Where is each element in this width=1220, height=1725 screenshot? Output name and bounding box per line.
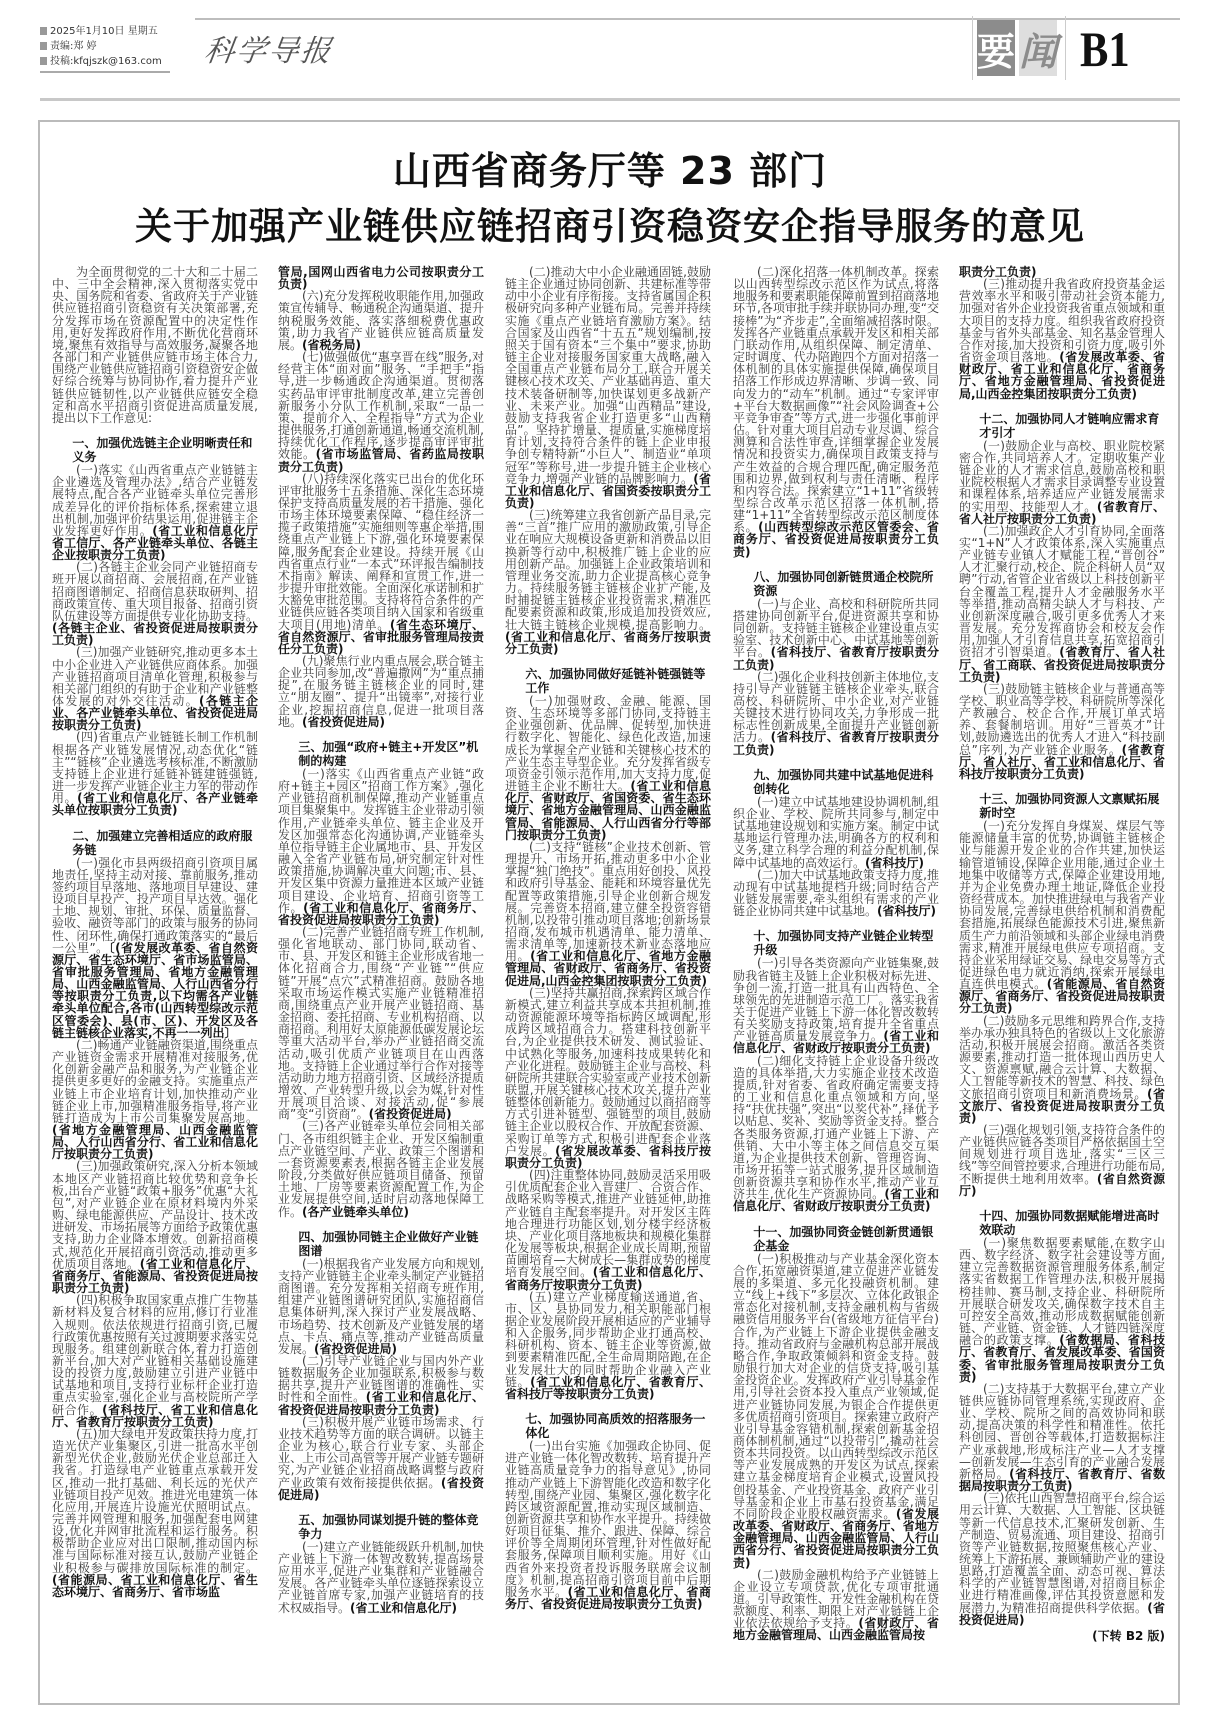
paragraph-text: (一)积极推动与产业基金深化资本合作,拓宽融资渠道,建立促进产业链发展的多渠道、多元化投融资机制。建立“线上+线下”多层次、立体化政银企常态化对接机制,支持金融机构与省级融资信用服务平台(省级地方征信平台)合作,为产业链上下游企业提供金融支持。推动省政府与金融机构总部开展战略合作,争取政策倾斜和资金支持。鼓励银行加大对企业的信贷支持,吸引基金投资企业。发挥政府产业引导基金作用,引导社会资本投入重点产业领域,促进产业链协同发展,为银企合作提供更多优质招商引资项目。探索建立政府产业引导基金容错机制,探索创新基金招商体制机制,通过“以投带引”,撬动社会资本共同投资。以山西转型综改示范区等产业发展成熟的开发区为试点,探索建立基金梯度培育企业模式,设置风投创投基金、产业投资基金、政府产业引导基金和企业上市基石投资基金,满足不同阶段企业股权融资需求。 xyxy=(733,1251,939,1521)
paragraph-text: (二)引导产业链企业与国内外产业链数据服务企业加强联系,积极参与数据共享,提升产业链图谱的准确性、实时性和全面性。 xyxy=(278,1353,484,1405)
paragraph xyxy=(959,1383,1165,1492)
paragraph-text: (二)推动大中小企业融通固链,鼓励链主企业通过协同创新、共建标准等带动中小企业有序衔接。支持省属国企积极研究向多种产业链布局。完善并持续实施《重点产业链培育激励方案》。结合国家及山西省“十五五”规划编制,按照关于国有资本“三个集中”要求,协助链主企业对接服务国家重大战略,融入全国重点产业链布局分工,联合开展关键核心技术攻关、产业基础再造、重大技术装备研制等,加快谋划更多战新产业、未来产业。加强“山西精品”建设,鼓励支持我省企业打造更多“山西精品”。坚持扩增量、提质量,实施梯度培育计划,支持符合条件的链上企业申报争创专精特新“小巨人”、制造业“单项冠军”等称号,进一步提升链主企业核心竞争力,增强产业链的品牌影响力。 xyxy=(505,265,711,486)
responsible-departments: (省能源局、省工业和信息化厅、省生态环境厅、省商务厅、省市场监 xyxy=(52,1572,258,1599)
paragraph-text: (二)加大中试基地政策支持力度,推动现有中试基地提档升级;同时结合产业链发展需要,牵头组织有需求的产业链企业协同共建中试基地。 xyxy=(733,867,939,919)
paragraph-text: (二)加强政企人才引育协同,全面落实“1+N”人才政策体系,深入实施重点产业链专业镇人才赋能工程,“晋创谷” 人才汇聚行动,校企、院企科研人员“双聘”行动,省管企业省级以上科技创新平台全覆盖工程,提升人才金融服务水平等举措,推动高精尖缺人才与科技、产业创新深度融合,吸引更多优秀人才来晋发展。充分发挥商协会和校友会作用,加强人才引育信息共享,拓宽招商引资招才引智渠道。 xyxy=(959,523,1165,660)
paragraph xyxy=(52,1294,258,1428)
submission-email xyxy=(40,54,170,69)
paragraph xyxy=(959,683,1165,780)
paragraph xyxy=(278,351,484,473)
masthead-info xyxy=(40,24,170,73)
paragraph-text: (二)细化支持链上企业设备升级改造的具体举措,大力实施企业技术改造提质,针对省委、省政府确定需要支持的工业和信息化重点领域和方向,坚持“扶优扶强”,突出“以奖代补”,择优予以贴息、奖补、奖励等资金支持。整合各类服务资源,打通产业链上下游、产供销、大中小等主体之间信息交互渠道,为企业提供技术创新、管理咨询、市场开拓等一站式服务,提升区域制造创新资源共享和协作水平,推动产业互济共生,优化生产资源协同。 xyxy=(733,1053,939,1202)
responsible-departments: (省教育厅、省人社厅按职责分工负责) xyxy=(959,499,1165,526)
responsible-departments: (省能源局、省自然资源厅、省商务厅、省投资促进局按职责分工负责) xyxy=(959,977,1165,1016)
responsible-departments: (省教育厅、省人社厅、省工业和信息化厅、省科技厅按职责分工负责) xyxy=(959,742,1165,781)
paragraph xyxy=(52,857,258,1039)
paragraph xyxy=(52,1039,258,1161)
paragraph-text: (一)聚焦数据要素赋能,在数字山西、数字经济、数字社会建设等方面,建立完善数据资源管理服务体系,制定落实省数据工作管理办法,积极开展揭榜挂帅、赛马制,支持企业、科研院所开展联合研发攻关,确保数字技术自主可控安全高效,推动形成数据赋能创新链、产业链、资金链、人才链四链深度融合的政策支撑。 xyxy=(959,1235,1165,1348)
editor-text: 责编:郑 婷 xyxy=(50,41,97,52)
responsible-departments: 〔(省发展改革委、省自然资源厅、省生态环境厅、省市场监管局、省审批服务管理局、省地方金融管理局、山西金融监管局、人行山西省分行等按职责分工负责,以下均需各产业链牵头单位配合,各市(山西转型综改示范区管委会)、县(市、区)、开发区及各链主链核企业落实,不再一一列出〕 xyxy=(52,940,258,1040)
paragraph-text: (一)出台实施《加强政企协同、促进产业链一体化智改数转、培育提升产业链高质量竞争力的指导意见》,协同推动产业链上下游智能化改造和数字化转型,围绕产业园、集聚区,强化数字化跨区域资源配置,推动实现区域制造、创新资源共享和协作水平提升。持续做好项目征集、推介、跟进、保障、综合评价等全周期闭环管理,针对性做好配套服务,保障项目顺利实施。用好《山西省外来投资者投诉服务联席会议制度》机制,提高招商引资项目前中后期服务水平。 xyxy=(505,1439,711,1599)
responsible-departments: (省工业和信息化厅、省财政厅按职责分工负责) xyxy=(733,1029,939,1056)
paragraph xyxy=(505,695,711,841)
paragraph-text: (三)加强政策研究,深入分析本领域本地区产业链招商比较优势和竞争长板,出台产业链“政策+服务”优惠“大礼包”,对产业链企业在原材料境内外采购、绿电能源供应、产品设计、技术改进研发、市场拓展等方面给予政策优惠支持,助力企业降本增效。创新招商模式,规范化开展招商引资活动,推动更多优质项目落地。 xyxy=(52,1159,258,1271)
responsible-departments: (省工业和信息化厅、省财政厅、省国资委、省生态环境厅、省地方金融管理局、山西金融监管局、省能源局、人行山西省分行等部门按职责分工负责) xyxy=(505,779,711,842)
responsible-departments: (省投资促进局) xyxy=(959,1600,1165,1627)
paragraph xyxy=(733,1569,939,1642)
paragraph-text: (八)持续深化落实已出台的优化环评审批服务十五条措施、深化生态环境保护支持高质量发展的若干措施、强化市场主体环境要素保障、“稳住经济一揽子政策措施”实施细则等惠企举措,围绕重点产业链上下游,强化环境要素保障,服务配套企业建设。持续开展《山西省重点行业“一本式”环评报告编制技术指南》解读、阐释和宣贯工作,进一步提升审批效能。全面深化承诺制和扩大豁免审批范围。支持将符合条件的产业链供应链各类项目纳入国家和省级重大项目(用地)清单。 xyxy=(278,471,484,632)
paragraph-text: (三)各产业链牵头单位会同相关部门、各市组织链主企业、开发区编制重点产业链空间、产业、政策三个图谱和一套资源要素表,根据各链主企业发展阶段,分类做好供应链项目储备、预留土地、厂房等要素资源配置工作,为企业发展提供空间,适时启动落地保障工作。 xyxy=(278,1119,484,1219)
paragraph-text: (一)充分发挥自身煤炭、煤层气等能源储量丰富的优势,协调链主链核企业与能源开发企业的合作共建,加快运输管道铺设,保障企业用能,通过企业土地集中收储等方式,保障企业建设用地,并为企业免费办理土地证,降低企业投资经营成本。加快推进绿电与我省产业协同发展,完善绿电供给机制和消费配套措施,拓展绿色能源技术引进,聚焦新质生产力前沿领域和头部企业绿电消费需求,精准开展绿电供应专项招商。支持企业采用绿证交易、绿电交易等方式促进绿色电力就近消纳,探索开展绿电直连供电模式。 xyxy=(959,819,1165,992)
paragraph xyxy=(959,1124,1165,1197)
paragraph xyxy=(278,1416,484,1501)
responsible-departments: (省工业和信息化厅、省财政厅按职责分工负责) xyxy=(733,1187,939,1214)
responsible-departments: (各链主企业、各产业链牵头单位、省投资促进局按职责分工负责) xyxy=(52,694,258,733)
paragraph-text: (一)根据我省产业发展方向和规划,支持产业链链主企业牵头制定产业链招商图谱。充分发挥相关招商专班作用,组建产业链图谱研究团队,实施招商信息集体研判,深入探讨产业发展战略、市场趋势、技术创新及产业链发展的堵点、卡点、痛点等,推动产业链高质量发展。 xyxy=(278,1256,484,1356)
paragraph-text: (五)建立产业梯度输送通道,省、市、区、县协同发力,相关职能部门根据企业发展阶段开展相适应的产业辅导和入企服务,同步帮助企业打通高校、科研机构、资本、链主企业等资源,做到要素精准匹配,全生命周期陪跑,在企业发展壮大的同时帮助企业融入产业链。 xyxy=(505,1289,711,1389)
paragraph xyxy=(505,987,711,1169)
paragraph-text: (二)深化招落一体机制改革。探索以山西转型综改示范区作为试点,将落地服务和要素职能保障前置到招商落地环节,各项审批手续并联协同办理,变“交接棒”为“齐步走”,全面缩减招落时限。发挥各产业链重点承载开发区和相关部门联动作用,从组织保障、制定清单、定时调度、代办陪跑四个方面对招落一体机制的具体实施提供保障,确保项目招落工作形成边界清晰、步调一致、同向发力的“动车”机制。通过“专家评审+平台大数据画像”“社会风险调查+公平竞争审查”等方式,进一步强化事前评估。针对重大项目启动专业尽调、综合测算和合法性审查,详细掌握企业发展情况和投资实力,确保项目政策支持与产生效益的合规合理匹配,确定服务范围和边界,做到权利与责任清晰、程序和内容合法。探索建立“1+11”省级转型综合改革示范区招落一体机制,搭建“1+11”全省转型综改示范区制度体系。 xyxy=(733,265,939,535)
paragraph-text: (二)鼓励多元思维和跨界合作,支持举办承办独具特色的省级以上文化旅游活动,积极开展展会招商。激活各类资源要素,推动打造一批体现山西历史人文、资源禀赋,融合云计算、大数据、人工智能等新技术的智慧、科技、绿色文旅招商引资项目和新消费场景。 xyxy=(959,1013,1165,1101)
paragraph xyxy=(733,869,939,918)
paragraph xyxy=(959,1492,1165,1626)
article-title-line2: 关于加强产业链供应链招商引资稳资安企指导服务的意见 xyxy=(135,205,1085,248)
responsible-departments: (省工业和信息化厅、省教育厅、省科技厅等按职责分工负责) xyxy=(505,1374,711,1401)
paragraph xyxy=(278,1258,484,1355)
responsible-departments: (省工业和信息化厅、省商务厅按职责分工负责) xyxy=(505,629,711,656)
masthead-bottom-rule xyxy=(40,98,1180,101)
paragraph xyxy=(505,841,711,987)
responsible-departments: (省科技厅、省教育厅按职责分工负责) xyxy=(733,730,939,757)
paragraph-text: (三)推动提升我省政府投资基金运营效率水平和吸引带动社会资本能力,加强对省外企业投资我省重点领域和重大项目的支持力度。组织我省政府投资基金与省外头部基金、知名基金管理人合作对接,加大投资和引资力度,吸引外省资金项目落地。 xyxy=(959,277,1165,365)
responsible-departments: (省投资促进局) xyxy=(302,714,385,729)
responsible-departments: (省工业和信息化厅省工信厅、各产业链牵头单位、各链主企业按职责分工负责) xyxy=(52,523,258,563)
issue-date xyxy=(40,24,170,39)
issue-date-text: 2025年1月10日 星期五 xyxy=(50,26,158,37)
responsible-departments: (省地方金融管理局、山西金融监管局、人行山西省分行、省工业和信息化厅按职责分工负责) xyxy=(52,1123,258,1162)
section-heading: 十三、加强协同资源人文禀赋拓展新时空 xyxy=(979,792,1160,821)
paragraph-text: (二)鼓励金融机构给予产业链链上企业设立专项贷款,优化专项审批通道。引导政策性、开发性金融机构在贷款额度、利率、期限上对产业链链上企业依法依规给予支持。 xyxy=(733,1567,939,1631)
page-number: B1 xyxy=(1080,21,1130,77)
paragraph xyxy=(505,1291,711,1400)
responsible-departments: (省投资促进局) xyxy=(368,1107,452,1122)
responsible-departments: (省投资促进局) xyxy=(278,1475,484,1502)
responsible-departments: (省税务局) xyxy=(302,337,361,352)
paragraph xyxy=(959,525,1165,683)
responsible-departments: (省工业和信息化厅、各产业链牵头单位按职责分工负责) xyxy=(52,791,258,818)
responsible-departments: (省科技厅) xyxy=(865,855,924,870)
responsible-departments: (省工业和信息化厅、省投资促进局按职责分工负责) xyxy=(278,1390,484,1417)
paragraph xyxy=(52,464,258,561)
bullet-square-icon xyxy=(40,57,47,65)
paragraph-text: (一)强化市县两级招商引资项目属地责任,坚持主动对接、靠前服务,推动签约项目早落地、落地项目早建设、建设项目早投产、投产项目早达效。强化土地、规划、审批、环保、质量监督、验收、融资等部门的政策与服务的协同性、闭环性,确保打通政策落实的“最后一公里”。 xyxy=(52,855,258,955)
responsible-departments: (山西转型综改示范区管委会、省商务厅、省投资促进局按职责分工负责) xyxy=(733,520,939,559)
paragraph xyxy=(278,1120,484,1217)
section-heading: 十二、加强协同人才链响应需求育才引才 xyxy=(979,411,1160,440)
responsible-departments: (省科技厅、省工业和信息化厅、省教育厅按职责分工负责) xyxy=(52,1402,258,1429)
text-column-3 xyxy=(505,266,711,1610)
paragraph-text: (三)加强产业链研究,推动更多本土中小企业进入产业链供应商体系。加强产业链招商项目清单化管理,积极参与相关部门组织的有助于企业和产业链整体发展的对外交往活动。 xyxy=(52,645,258,708)
responsible-departments: 职责分工负责) xyxy=(959,265,1037,279)
section-heading: 十四、加强协同数据赋能增进高时效联动 xyxy=(979,1208,1160,1237)
paragraph-continuation xyxy=(278,266,484,290)
paragraph xyxy=(278,290,484,351)
paragraph-text: (一)建立产业链能级跃升机制,加快产业链上下游一体智改数转,提高场景应用水平,促进产业集群和产业链融合发展。各产业链牵头单位逐链探索设立产业链首席专家,加强产业链培育的技术权威指导。 xyxy=(278,1539,484,1615)
paragraph xyxy=(733,598,939,671)
paragraph xyxy=(52,561,258,646)
paragraph-text: (七)做强做优“惠享晋在线”服务,对经营主体“面对面”服务、“手把手”指导,进一步畅通政企沟通渠道。贯彻落实药品审评审批制度改革,建立完善创新服务小分队工作机制,采取“一品一策、提前介入、全程指导”方式为企业提供服务,打通创新通道,畅通交流机制,持续优化工作程序,逐步提高审评审批效能。 xyxy=(278,350,484,462)
section-heading: 六、加强协同做好延链补链强链等工作 xyxy=(525,667,706,695)
responsible-departments: (省发展改革委、省科技厅按职责分工负责) xyxy=(505,1143,711,1170)
responsible-departments: (省生态环境厅、省自然资源厅、省审批服务管理局按责任分工负责) xyxy=(278,617,484,656)
paragraph-text: (二)强化企业科技创新主体地位,支持引导产业链链主链核企业牵头,联合高校、科研院所、中小企业,对产业链关键技术进行协同攻关,力争形成一批标志性创新成果,全面提升产业链创新活力。 xyxy=(733,669,939,745)
paragraph xyxy=(505,266,711,509)
responsible-departments: (省工业和信息化厅、省地方金融管理局、省财政厅、省商务厅、省投资促进局,山西金控集团按职责分工负责) xyxy=(505,949,711,988)
paragraph-text: (六)充分发挥税收职能作用,加强政策宣传辅导、畅通税企沟通渠道、提升纳税服务效能、落实落细税费优惠政策,助力我省产业链供应链高质量发展。 xyxy=(278,289,484,352)
paragraph-text: (一)引导各类资源向产业链集聚,鼓励我省链主及链上企业积极对标先进、争创一流,打造一批具有山西特色、全球领先的先进制造示范工厂。落实我省关于促进产业链上下游一体化智改数转有关奖励支持政策,培育提升全省重点产业链高质量发展竞争力。 xyxy=(733,956,939,1044)
responsible-departments: (省自然资源厅) xyxy=(959,1171,1165,1198)
paragraph xyxy=(733,266,939,558)
text-column-5 xyxy=(959,266,1165,1642)
paragraph xyxy=(278,1541,484,1614)
paragraph-text: (三)坚持共赢招商,探索跨区域合作新模式,建立利益共享成本共担机制,推动资源能源环境等指标跨区域调配,形成跨区域招商合力。搭建科技创新平台,为企业提供技术研发、测试验证、中试熟化等服务,加速科技成果转化和产业化进程。鼓励链主企业与高校、科研院所共建联合实验室或产业技术创新联盟,开展关键核心技术攻关,提升产业链整体创新能力。鼓励通过以商招商等方式引进补链型、强链型的项目,鼓励链主企业以股权合作、开放配套资源、采购订单等方式,积极引进配套企业落户发展。 xyxy=(505,985,711,1158)
paragraph-text: (四)积极争取国家重点推广生物基新材料及复合材料的应用,修订行业准入规则。依法依规进行招商引资,已履行政策优惠按照有关过渡期要求落实兑现服务。组建创新联合体,着力打造创新平台,加大对产业链相关基础设施建设的投资力度,鼓励建立引进产业链中试基地和项目,支持行业标杆企业打造重点实验室,强化企业与高校院所产学研合作。 xyxy=(52,1293,258,1417)
text-column-2 xyxy=(278,266,484,1614)
paragraph-text: (一)落实《山西省重点产业链“政府+链主+园区”招商工作方案》,强化产业链招商机制保障,推动产业链重点项目集聚集中。发挥链主企业带动引领作用,产业链牵头单位、链主企业及开发区加强常态化沟通协调,产业链牵头单位指导链主企业属地市、县、开发区融入全省产业链布局,研究制定针对性政策措施,协调解决重大问题;市、县、开发区集中资源力量推进本区域产业链项目建设、企业培育、招商引资等工作。 xyxy=(278,766,484,915)
paragraph-text: (三)鼓励链主链核企业与普通高等学校、职业高等学校、科研院所等深化产教融合、校企合作,开展订单式培养、套餐制培训。用好“三晋英才”计划,鼓励遴选出的优秀人才进入“科技副总”序列,为产业链企业服务。 xyxy=(959,681,1165,757)
responsible-departments: (省工业和信息化厅、省商务厅、省能源局、省投资促进局按职责分工负责) xyxy=(52,1256,258,1296)
text-column-4 xyxy=(733,266,939,1642)
section-heading: 四、加强协同链主企业做好产业链图谱 xyxy=(298,1229,479,1258)
paragraph-text: (四)注重整体协同,鼓励灵活采用吸引优质配套企业入晋建厂、合资合作、战略采购等模式,推进产业链延伸,助推产业链自主配套率提升。对开发区主阵地合理进行功能区划,划分楼宇经济板块、产业化项目落地板块和规模化集群化发展等板块,根据企业成长周期,预留苗圃培育—大树成长—集群成势的梯度培育发展空间。 xyxy=(505,1168,711,1280)
responsible-departments: (省科技厅、省教育厅按职责分工负责) xyxy=(733,645,939,672)
paragraph-text: (九)聚焦行业内重点展会,联合链主企业共同参加,改“普遍撒网”为“重点捕捉”,在服务链主链核企业的同时,建立“朋友圈”、提升“出镜率”,对接行业企业,挖掘招商信息,促进一批项目落地。 xyxy=(278,654,484,729)
section-label xyxy=(972,16,1066,80)
paragraph-text: (一)加强财政、金融、能源、国资、生态环境等多部门协同,支持链主企业强创新、优品牌、促转型,加快进行数字化、智能化、绿色化改造,加速成长为掌握全产业链和关键核心技术的产业生态主导型企业。充分发挥省级专项资金引领示范作用,加大支持力度,促进链主企业不断壮大。 xyxy=(505,694,711,794)
section-char: 要 xyxy=(977,20,1015,76)
responsible-departments: (省科技厅) xyxy=(877,904,936,919)
paragraph xyxy=(505,509,711,655)
paragraph-text: (三)依托山西智慧招商平台,综合运用云计算、大数据、人工智能、区块链等新一代信息技术,汇聚研发创新、生产制造、贸易流通、项目建设、招商引资等产业链数据,按照聚焦核心产业、统筹上下游拓展、兼顾辅助产业的建设思路,打造覆盖全面、动态可视、算法科学的产业链智慧图谱,对招商目标企业进行精准画像,评估其投资意愿和发展潜力,为精准招商提供科学依据。 xyxy=(959,1491,1165,1615)
paragraph-text: (二)支持基于大数据平台,建立产业链供应链协同管理系统,实现政府、企业、学校、院所之间的高效协同和联动,提高决策的科学性和精准性。依托科创园、晋创谷等载体,打造数据标注产业承载地,形成标注产业—人才支撑—创新发展—生态引育的产业融合发展新格局。 xyxy=(959,1381,1165,1481)
section-heading: 七、加强协同高质效的招落服务一体化 xyxy=(525,1412,706,1441)
responsible-departments: (省投资促进局) xyxy=(314,1341,397,1356)
responsible-departments: (省发展改革委、省财政厅、省商务厅、省地方金融管理局、山西金融监管局、人行山西省分行、省投资促进局按职责分工负责) xyxy=(733,1506,939,1570)
paragraph-text: (三)积极开展产业链市场需求、行业技术趋势等方面的联合调研。以链主企业为核心,联合行业专家、头部企业、上市公司高管等开展产业链专题研究,为产业链企业招商战略调整与政府产业政策有效衔接提供依据。 xyxy=(278,1414,484,1490)
paragraph xyxy=(959,278,1165,400)
paragraph xyxy=(505,1169,711,1291)
editor xyxy=(40,39,170,54)
paragraph xyxy=(278,473,484,655)
paragraph xyxy=(733,671,939,756)
paragraph xyxy=(505,1440,711,1610)
section-heading: 二、加强建立完善相适应的政府服务链 xyxy=(72,828,253,857)
paragraph xyxy=(733,796,939,869)
responsible-departments: (省工业和信息化厅、省商务厅、省投资促进局按职责分工负责) xyxy=(505,1584,711,1612)
paragraph-text: (四)省重点产业链链长制工作机制根据各产业链发展情况,动态优化“链主”“链核”企业遴选考核标准,不断激励支持链上企业进行延链补链建链强链,进一步发挥产业链企业主力军的带动作用。 xyxy=(52,730,258,806)
section-heading: 十一、加强协同资金链创新贯通银企基金 xyxy=(753,1224,934,1253)
section-heading: 三、加强“政府+链主+开发区”机制的构建 xyxy=(298,739,479,768)
responsible-departments: (省科技厅、省教育厅、省数据局按职责分工负责) xyxy=(959,1466,1165,1494)
responsible-departments: (省市场监管局、省药监局按职责分工负责) xyxy=(278,447,484,474)
paragraph xyxy=(733,1253,939,1569)
paragraph xyxy=(52,646,258,731)
section-heading: 一、加强优选链主企业明晰责任和义务 xyxy=(72,436,253,465)
paragraph xyxy=(52,1160,258,1294)
continued-on-page-note: (下转 B2 版) xyxy=(1092,1628,1165,1643)
paragraph xyxy=(959,440,1165,525)
paragraph-text: (三)统筹建立我省创新产品目录,完善“三首”推广应用的激励政策,引导企业在响应大规模设备更新和消费品以旧换新等行动中,积极推广链上企业的应用创新产品。加强链上企业政策培训和管理业务交流,助力企业提高核心竞争力。持续服务链主链核企业扩产能,及时捕捉链主链核企业投资需求,精准匹配要素资源和政策,形成追加投资效应,壮大链主链核企业规模,提高影响力。 xyxy=(505,508,711,632)
paragraph-text: (二)完善产业链招商专班工作机制,强化省地联动、部门协同,联动省、市、县、开发区和链主企业形成省地一体化招商合力,围绕“产业链”“供应链”开展“点穴”式精准招商。鼓励各地采取市场运作模式实施产业链精准招商,围绕重点产业开展产业链招商、基金招商、委托招商、专业机构招商、以商招商。利用好太原能源低碳发展论坛等重大活动平台,举办产业链招商交流活动,吸引优质产业链项目在山西落地。支持链上企业通过举行合作对接等活动助力地方招商引资、区域经济提质增效、产业转型升级,以会为媒,针对性开展项目洽谈、对接活动,促“参展商”变“引资商”。 xyxy=(278,924,484,1122)
section-heading: 十、加强协同支持产业链企业转型升级 xyxy=(753,929,934,958)
paragraph xyxy=(278,1355,484,1416)
responsible-departments: (省发展改革委、省财政厅、省工业和信息化厅、省商务厅、省地方金融管理局、省投资促进局,山西金控集团按职责分工负责) xyxy=(959,350,1165,401)
paragraph xyxy=(278,768,484,926)
newspaper-logo: 科学导报 xyxy=(202,34,335,69)
paragraph xyxy=(52,731,258,816)
email-text: 投稿:kfqjszk@163.com xyxy=(50,56,162,67)
paragraph-text: (一)与企业、高校和科研院所共同搭建协同创新平台,促进资源共享和协同创新。支持链主链核企业建设重点实验室、技术创新中心、中试基地等创新平台。 xyxy=(733,596,939,660)
responsible-departments: (省工业和信息化厅、省商务厅、省投资促进局按职责分工负责) xyxy=(278,900,484,927)
section-heading: 八、加强协同创新链贯通企校院所资源 xyxy=(753,569,934,598)
responsible-departments: (省工业和信息化厅、省商务厅按职责分工负责) xyxy=(505,1265,711,1292)
responsible-departments: (各链主企业、省投资促进局按职责分工负责) xyxy=(52,621,258,648)
responsible-departments: (省教育厅、省人社厅、省工商联、省投资促进局按职责分工负责) xyxy=(959,645,1165,684)
paragraph-text: (一)鼓励企业与高校、职业院校紧密合作,共同培养人才。定期收集产业链企业的人才需求信息,鼓励高校和职业院校根据人才需求目录调整专业设置和课程体系,培养适应产业链发展需求的实用型、技能型人才。 xyxy=(959,438,1165,514)
paragraph xyxy=(959,820,1165,1015)
paragraph xyxy=(278,655,484,728)
responsible-departments: (省工业和信息化厅) xyxy=(350,1600,457,1615)
responsible-departments: (省文旅厅、省投资促进局按职责分工负责) xyxy=(959,1086,1165,1125)
bullet-square-icon xyxy=(40,42,47,50)
section-char: 闻 xyxy=(1019,20,1057,76)
paragraph xyxy=(733,1055,939,1213)
paragraph xyxy=(52,1428,258,1598)
paragraph xyxy=(959,1015,1165,1124)
responsible-departments: (省数据局、省科技厅、省教育厅、省发展改革委、省国资委、省审批服务管理局按职责分工负责) xyxy=(959,1333,1165,1384)
section-heading: 五、加强协同谋划提升链的整体竞争力 xyxy=(298,1512,479,1541)
responsible-departments: (省财政厅、省地方金融管理局、山西金融监管局按 xyxy=(733,1616,939,1643)
responsible-departments: (省工业和信息化厅、省国资委按职责分工负责) xyxy=(505,471,711,510)
paragraph xyxy=(278,926,484,1121)
paragraph-text: 为全面贯彻党的二十大和二十届二中、三中全会精神,深入贯彻落实党中央、国务院和省委、省政府关于产业链供应链招商引资稳资有关决策部署,充分发挥市场在资源配置中的决定性作用,更好发挥政府作用,不断优化营商环境,聚焦有效指导与高效服务,凝聚各地各部门和产业链供应链市场主体合力,围绕产业链供应链招商引资稳资安企做好综合统筹与协同协作,着力提升产业链供应链韧性,以产业链供应链安全稳定和高水平招商引资促进高质量发展,提出以下工作意见: xyxy=(52,265,258,425)
section-heading: 九、加强协同共建中试基地促进科创转化 xyxy=(753,767,934,796)
paragraph-text: (二)各链主企业会同产业链招商专班开展以商招商、会展招商,在产业链招商图谱制定、招商信息获取研判、招商政策宣传、重大项目报备、招商引资队伍建设等方面提供专业化协助支持。 xyxy=(52,560,258,623)
paragraph-text: (一)建立中试基地建设协调机制,组织企业、学校、院所共同参与,制定中试基地建设规划和实施方案。制定中试基地运行管理办法,明确各方的权利和义务,建立科学合理的利益分配机制,保障中试基地的高效运行。 xyxy=(733,794,939,870)
paragraph-text: (二)支持“链核”企业技术创新、管理提升、市场开拓,推动更多中小企业掌握“独门绝技”。重点用好创投、风投和政府引导基金、能耗和环境容量优先配置等政策措施,引导企业创新合规发展。完善资本招商,建立健全投资容错机制,以投带引推动项目落地;创新场景招商,发布城市机遇清单、能力清单、需求清单等,加速新技术新业态落地应用。 xyxy=(505,839,711,964)
bullet-square-icon xyxy=(40,27,47,35)
responsible-departments: 管局,国网山西省电力公司按职责分工负责) xyxy=(278,265,484,292)
paragraph-text: (三)强化规划引领,支持符合条件的产业链供应链各类项目严格依据国土空间规划进行项目选址,落实“三区三线”等空间管控要求,合理进行功能布局,不断提供土地利用效率。 xyxy=(959,1123,1165,1186)
article-title-line1: 山西省商务厅等 23 部门 xyxy=(392,149,828,193)
paragraph-text: (一)落实《山西省重点产业链链主企业遴选及管理办法》,结合产业链发展特点,配合各产业链牵头单位完善形成差异化的评价指标体系,探索建立退出机制,加强评价结果运用,促进链主企业发挥更好作用。 xyxy=(52,463,258,538)
paragraph-text: (五)加大绿电开发政策扶持力度,打造光伏产业集聚区,引进一批高水平创新型光伏企业,鼓励光伏企业总部迁入我省。打造绿电产业链重点承载开发区,推动一批打基础、利长远的光伏产业链项目投产见效。推进光电建筑一体化应用,开展连片设施光伏照明试点。完善并网管理和服务,加强配套电网建设,优化并网审批流程和运行服务。积极帮助企业应对出口限制,推动国内标准与国际标准对接互认,鼓励产业链企业积极参与碳排放国际标准的制定。 xyxy=(52,1426,258,1575)
paragraph-text: (二)畅通产业链融资渠道,围绕重点产业链资金需求开展精准对接服务,优化创新金融产品和服务,为产业链企业提供更多更好的金融支持。实施重点产业链上市企业培育计划,加快推动产业链企业上市,加强精准服务指导,将产业链打造成为上市公司集聚发展高地。 xyxy=(52,1037,258,1125)
paragraph xyxy=(52,266,258,424)
paragraph xyxy=(959,1237,1165,1383)
text-column-1 xyxy=(52,266,258,1598)
responsible-departments: (各产业链牵头单位) xyxy=(302,1204,409,1219)
paragraph xyxy=(733,957,939,1054)
